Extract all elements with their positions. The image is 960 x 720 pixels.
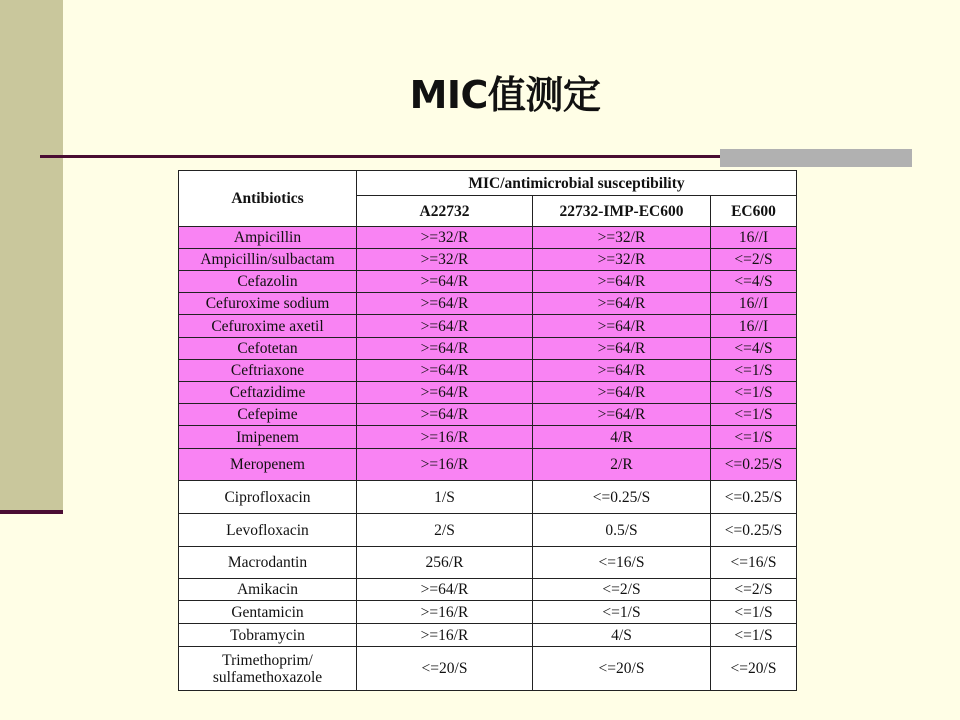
page-title: MIC值测定 bbox=[409, 73, 601, 117]
header-column: EC600 bbox=[711, 196, 797, 227]
table-row bbox=[179, 481, 797, 514]
mic-value: 16//I bbox=[711, 227, 797, 249]
header-antibiotics: Antibiotics bbox=[179, 171, 357, 227]
table-row bbox=[179, 360, 797, 382]
mic-value: >=64/R bbox=[357, 293, 533, 315]
antibiotic-name: Amikacin bbox=[179, 579, 357, 601]
mic-value: >=32/R bbox=[533, 249, 711, 271]
mic-value: <=0.25/S bbox=[711, 449, 797, 481]
mic-value: <=0.25/S bbox=[711, 481, 797, 514]
mic-value: >=64/R bbox=[533, 404, 711, 426]
antibiotic-name: Trimethoprim/ sulfamethoxazole bbox=[179, 647, 357, 691]
mic-value: >=64/R bbox=[533, 360, 711, 382]
mic-value: >=64/R bbox=[357, 404, 533, 426]
mic-value: 4/S bbox=[533, 624, 711, 647]
mic-value: <=0.25/S bbox=[711, 514, 797, 547]
table-row bbox=[179, 227, 797, 249]
table-row bbox=[179, 547, 797, 579]
title-divider-accent bbox=[720, 149, 912, 167]
table-row bbox=[179, 426, 797, 449]
mic-value: >=64/R bbox=[357, 271, 533, 293]
antibiotic-name: Gentamicin bbox=[179, 601, 357, 624]
mic-value: 2/R bbox=[533, 449, 711, 481]
mic-value: <=4/S bbox=[711, 338, 797, 360]
mic-value: <=1/S bbox=[711, 426, 797, 449]
mic-value: 0.5/S bbox=[533, 514, 711, 547]
table-row bbox=[179, 624, 797, 647]
antibiotic-name: Ampicillin/sulbactam bbox=[179, 249, 357, 271]
antibiotic-name: Cefotetan bbox=[179, 338, 357, 360]
mic-value: <=1/S bbox=[711, 382, 797, 404]
mic-value: >=64/R bbox=[357, 360, 533, 382]
mic-value: >=64/R bbox=[357, 382, 533, 404]
table-row bbox=[179, 293, 797, 315]
mic-value: 16//I bbox=[711, 315, 797, 338]
mic-value: >=32/R bbox=[357, 227, 533, 249]
mic-value: 2/S bbox=[357, 514, 533, 547]
antibiotic-name: Levofloxacin bbox=[179, 514, 357, 547]
mic-value: <=20/S bbox=[711, 647, 797, 691]
mic-value: 16//I bbox=[711, 293, 797, 315]
table-row bbox=[179, 601, 797, 624]
mic-value: <=16/S bbox=[533, 547, 711, 579]
antibiotic-name: Ceftazidime bbox=[179, 382, 357, 404]
side-accent-line bbox=[0, 510, 63, 514]
antibiotic-name: Macrodantin bbox=[179, 547, 357, 579]
mic-value: 4/R bbox=[533, 426, 711, 449]
antibiotic-name: Imipenem bbox=[179, 426, 357, 449]
table-row bbox=[179, 338, 797, 360]
antibiotic-name: Cefuroxime sodium bbox=[179, 293, 357, 315]
mic-table bbox=[178, 170, 797, 691]
header-column: 22732-IMP-EC600 bbox=[533, 196, 711, 227]
antibiotic-name: Cefazolin bbox=[179, 271, 357, 293]
mic-value: >=64/R bbox=[357, 579, 533, 601]
table-row bbox=[179, 382, 797, 404]
mic-value: >=64/R bbox=[533, 338, 711, 360]
table-row bbox=[179, 449, 797, 481]
antibiotic-name: Ampicillin bbox=[179, 227, 357, 249]
mic-value: <=2/S bbox=[711, 579, 797, 601]
mic-value: >=16/R bbox=[357, 601, 533, 624]
antibiotic-name: Ciprofloxacin bbox=[179, 481, 357, 514]
mic-value: <=16/S bbox=[711, 547, 797, 579]
mic-value: <=1/S bbox=[711, 360, 797, 382]
mic-value: >=16/R bbox=[357, 449, 533, 481]
table-row bbox=[179, 249, 797, 271]
mic-value: 1/S bbox=[357, 481, 533, 514]
mic-value: >=32/R bbox=[533, 227, 711, 249]
mic-value: >=64/R bbox=[533, 271, 711, 293]
mic-value: <=1/S bbox=[711, 601, 797, 624]
antibiotic-name: Cefuroxime axetil bbox=[179, 315, 357, 338]
mic-value: >=64/R bbox=[533, 382, 711, 404]
mic-value: >=64/R bbox=[357, 338, 533, 360]
mic-table-body bbox=[179, 227, 797, 691]
table-row bbox=[179, 271, 797, 293]
mic-value: <=2/S bbox=[533, 579, 711, 601]
mic-value: 256/R bbox=[357, 547, 533, 579]
table-row bbox=[179, 514, 797, 547]
table-row bbox=[179, 579, 797, 601]
mic-value: >=64/R bbox=[533, 315, 711, 338]
mic-value: <=20/S bbox=[533, 647, 711, 691]
header-mic-group: MIC/antimicrobial susceptibility bbox=[357, 171, 797, 196]
antibiotic-name: Tobramycin bbox=[179, 624, 357, 647]
table-row bbox=[179, 315, 797, 338]
header-column: A22732 bbox=[357, 196, 533, 227]
mic-value: >=16/R bbox=[357, 624, 533, 647]
mic-value: <=1/S bbox=[711, 624, 797, 647]
mic-value: <=1/S bbox=[711, 404, 797, 426]
antibiotic-name: Meropenem bbox=[179, 449, 357, 481]
mic-value: >=32/R bbox=[357, 249, 533, 271]
mic-value: <=20/S bbox=[357, 647, 533, 691]
mic-value: <=1/S bbox=[533, 601, 711, 624]
mic-value: >=16/R bbox=[357, 426, 533, 449]
mic-value: <=4/S bbox=[711, 271, 797, 293]
antibiotic-name: Ceftriaxone bbox=[179, 360, 357, 382]
mic-value: >=64/R bbox=[357, 315, 533, 338]
mic-value: <=0.25/S bbox=[533, 481, 711, 514]
table-row bbox=[179, 647, 797, 691]
antibiotic-name: Cefepime bbox=[179, 404, 357, 426]
mic-value: <=2/S bbox=[711, 249, 797, 271]
table-row bbox=[179, 404, 797, 426]
mic-value: >=64/R bbox=[533, 293, 711, 315]
